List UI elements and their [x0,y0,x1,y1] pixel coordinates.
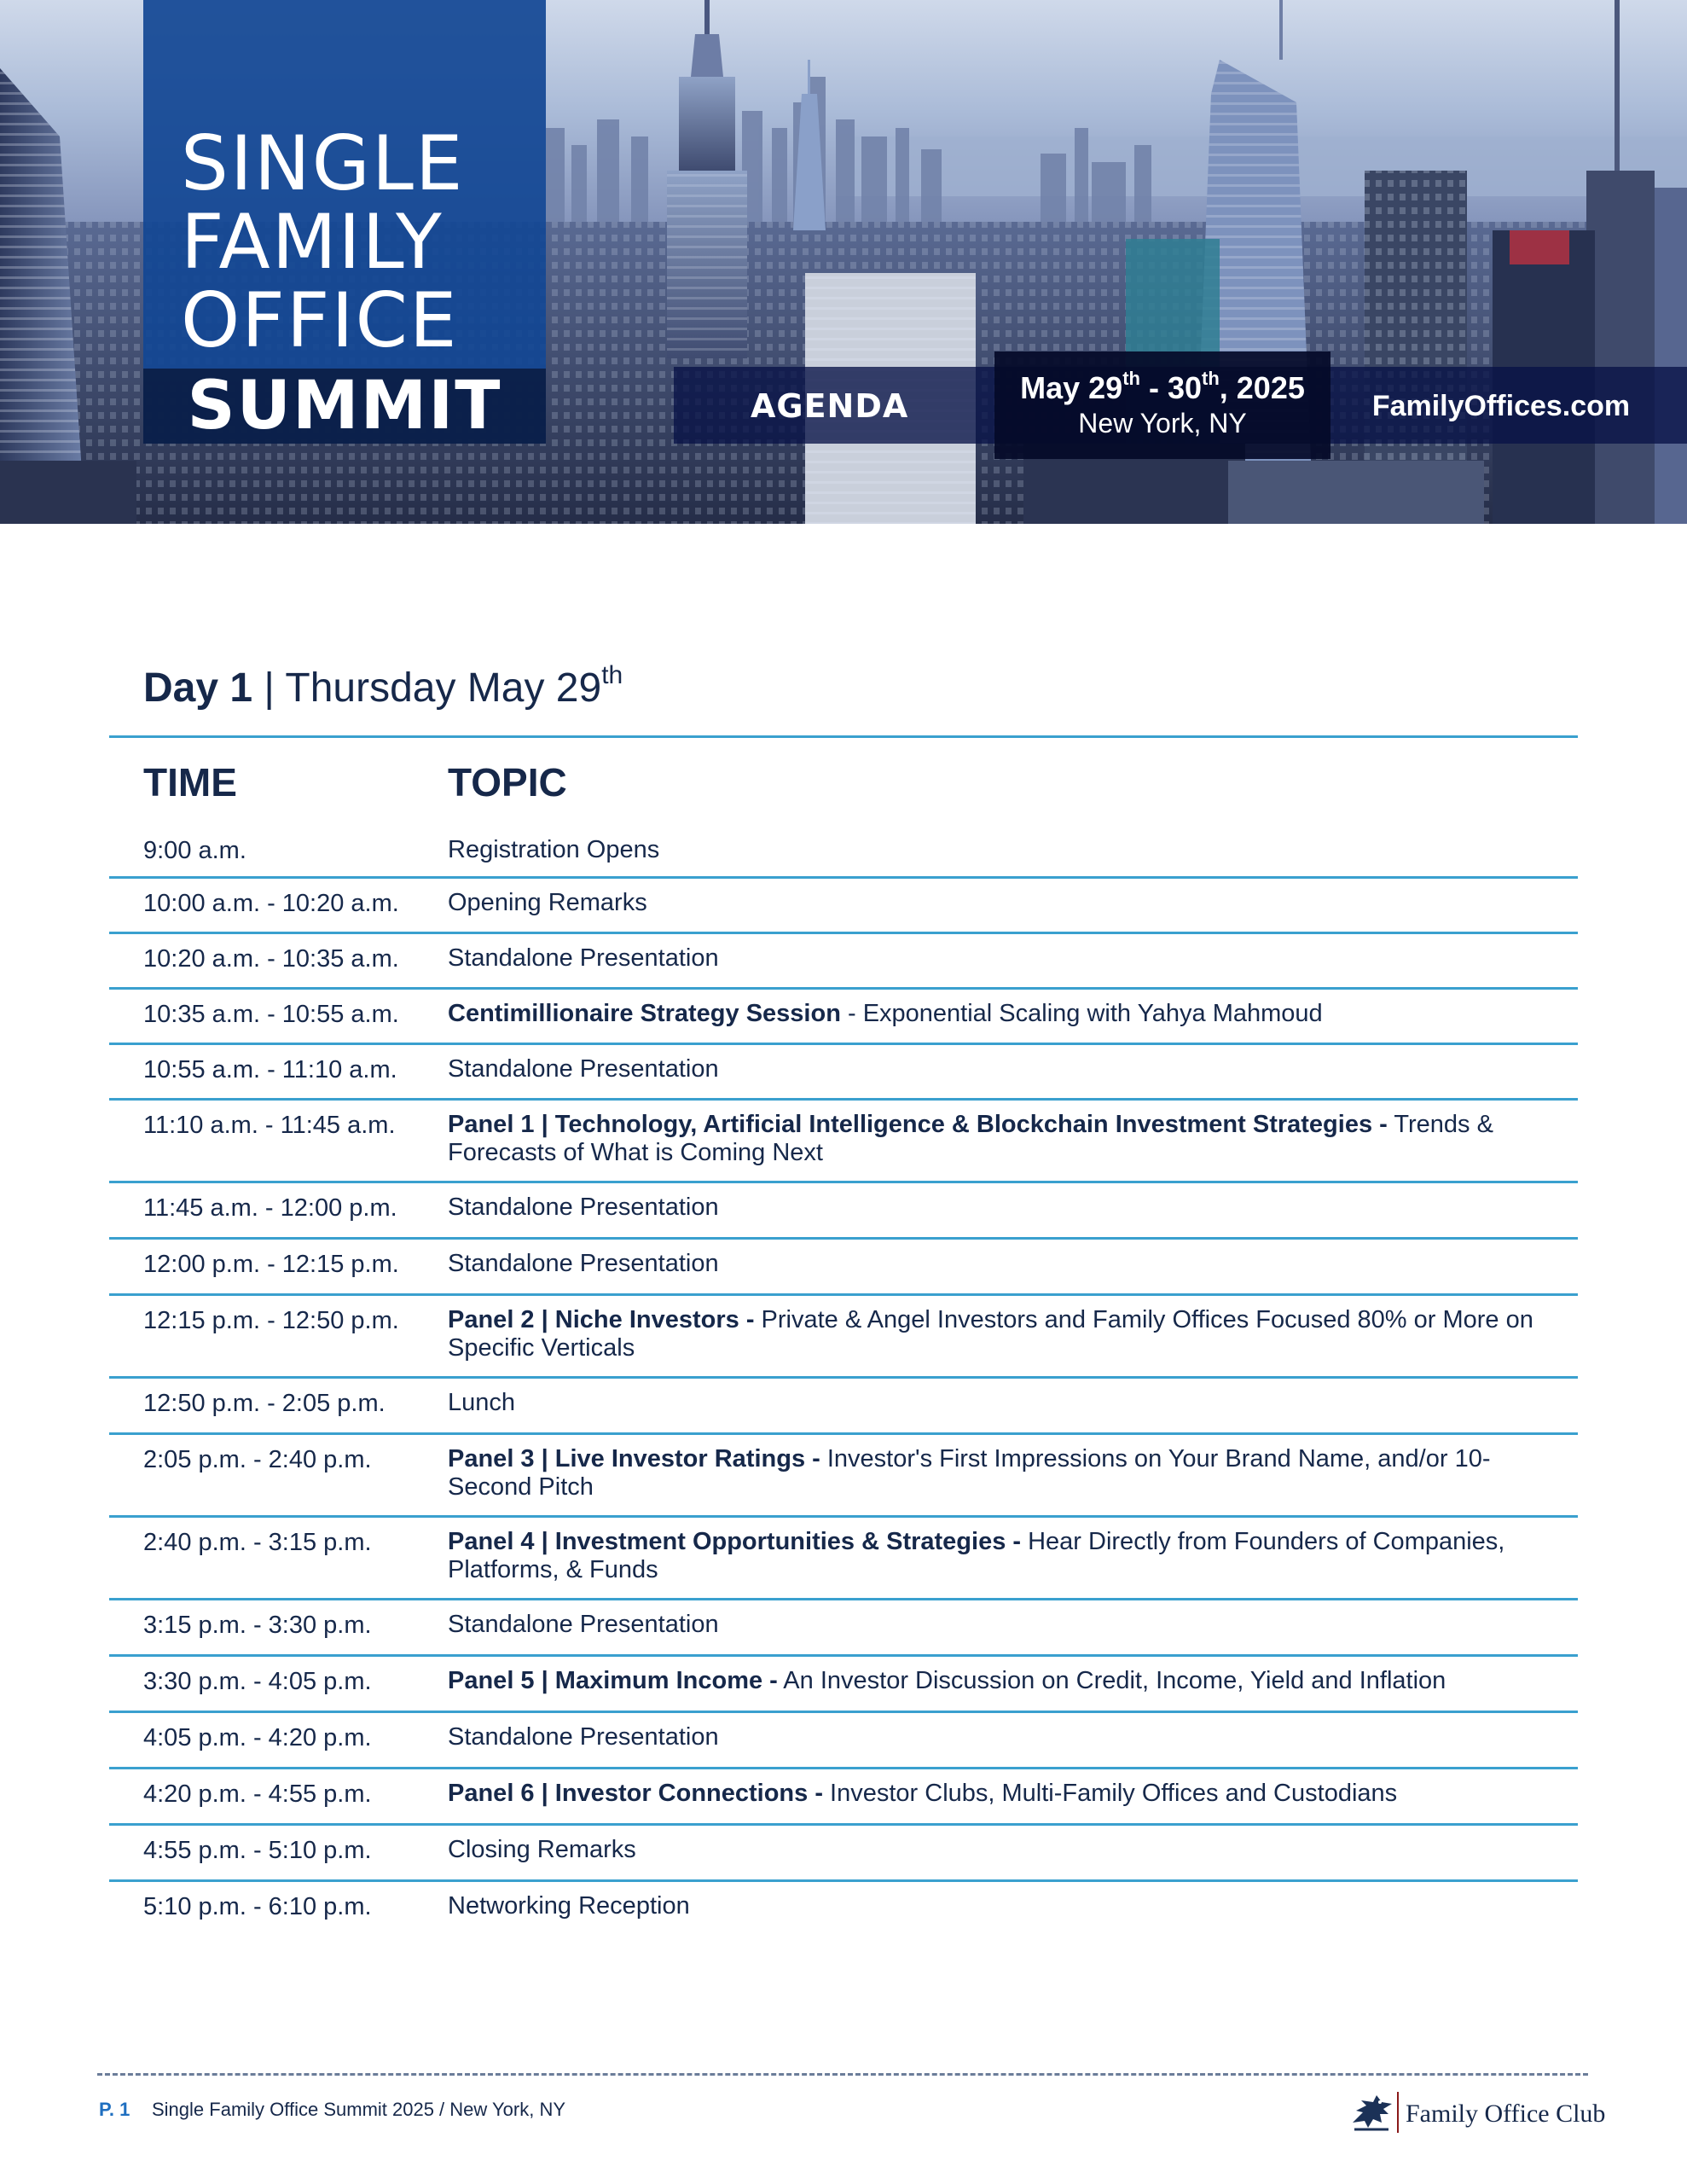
agenda-table [109,826,1578,1936]
table-row [109,934,1578,990]
title-line-1: SINGLE [181,119,465,207]
row-topic: Panel 5 | Maximum Income - An Investor Discussion on Credit, Income, Yield and Inflation [448,1667,1446,1694]
row-topic: Panel 6 | Investor Connections - Investor Clubs, Multi-Family Offices and Custodians [448,1780,1398,1807]
row-topic: Panel 3 | Live Investor Ratings - Investor's First Impressions on Your Brand Name, and/or 10-Second Pitch [448,1445,1491,1501]
footer-text: Single Family Office Summit 2025 / New York, NY [152,2099,566,2120]
title-line-2: FAMILY [181,198,443,286]
row-topic: Standalone Presentation [448,1723,719,1751]
row-time: 9:00 a.m. [143,837,246,864]
date-box [994,351,1330,459]
table-row [109,1101,1578,1183]
eagle-icon [1346,2088,1397,2136]
row-topic: Standalone Presentation [448,1611,719,1638]
row-time: 10:00 a.m. - 10:20 a.m. [143,890,399,917]
website-label: FamilyOffices.com [1371,390,1631,422]
row-topic: Lunch [448,1389,516,1416]
event-title [181,119,522,364]
row-topic: Opening Remarks [448,889,647,916]
day-heading: Day 1 | Thursday May 29th [143,661,623,711]
table-row [109,1045,1578,1101]
row-time: 2:40 p.m. - 3:15 p.m. [143,1529,372,1556]
table-row [109,1379,1578,1435]
row-time: 12:00 p.m. - 12:15 p.m. [143,1251,399,1278]
table-row [109,1600,1578,1657]
table-row [109,1826,1578,1882]
row-topic: Panel 2 | Niche Investors - Private & Angel Investors and Family Offices Focused 80% or More on Specific Verticals [448,1306,1533,1362]
row-time: 11:10 a.m. - 11:45 a.m. [143,1112,396,1139]
row-time: 2:05 p.m. - 2:40 p.m. [143,1446,372,1473]
table-row [109,879,1578,934]
row-time: 11:45 a.m. - 12:00 p.m. [143,1194,397,1222]
row-time: 4:20 p.m. - 4:55 p.m. [143,1780,372,1808]
row-time: 3:15 p.m. - 3:30 p.m. [143,1612,372,1639]
row-time: 12:15 p.m. - 12:50 p.m. [143,1307,399,1334]
topic-column-header: TOPIC [448,760,567,804]
row-topic: Panel 4 | Investment Opportunities & Strategies - Hear Directly from Founders of Companies, Platforms, & Funds [448,1528,1505,1583]
table-row [109,826,1578,879]
row-time: 10:20 a.m. - 10:35 a.m. [143,945,399,973]
table-row [109,1435,1578,1518]
page-number: P. 1 [99,2099,130,2120]
row-time: 12:50 p.m. - 2:05 p.m. [143,1390,386,1417]
row-topic: Registration Opens [448,836,660,863]
title-line-3: OFFICE [181,276,459,364]
table-row [109,1240,1578,1296]
row-time: 5:10 p.m. - 6:10 p.m. [143,1893,372,1920]
table-row [109,1518,1578,1600]
row-time: 10:35 a.m. - 10:55 a.m. [143,1001,399,1028]
row-topic: Standalone Presentation [448,944,719,972]
logo-divider [1397,2092,1399,2133]
brand-logo-text: Family Office Club [1406,2100,1606,2128]
table-row [109,990,1578,1045]
row-topic: Standalone Presentation [448,1055,719,1083]
row-time: 4:55 p.m. - 5:10 p.m. [143,1837,372,1864]
table-row [109,1713,1578,1769]
row-topic: Closing Remarks [448,1836,636,1863]
row-topic: Standalone Presentation [448,1250,719,1277]
footer-divider [97,2073,1588,2076]
row-topic: Panel 1 | Technology, Artificial Intelligence & Blockchain Investment Strategies - Trends & Forecasts of What is Coming Next [448,1111,1493,1166]
row-time: 3:30 p.m. - 4:05 p.m. [143,1668,372,1695]
title-summit: SUMMIT [187,368,502,444]
table-row [109,1657,1578,1713]
row-topic: Networking Reception [448,1892,690,1920]
event-location: New York, NY [1078,408,1247,439]
row-time: 4:05 p.m. - 4:20 p.m. [143,1724,372,1751]
agenda-label: AGENDA [751,387,909,425]
row-topic: Centimillionaire Strategy Session - Exponential Scaling with Yahya Mahmoud [448,1000,1323,1027]
heading-rule [109,735,1578,738]
table-row [109,1183,1578,1240]
row-topic: Standalone Presentation [448,1194,719,1221]
table-row [109,1769,1578,1826]
event-dates: May 29th - 30th, 2025 [1020,368,1305,405]
row-time: 10:55 a.m. - 11:10 a.m. [143,1056,397,1083]
time-column-header: TIME [143,760,237,804]
table-row [109,1296,1578,1379]
table-row [109,1882,1578,1936]
